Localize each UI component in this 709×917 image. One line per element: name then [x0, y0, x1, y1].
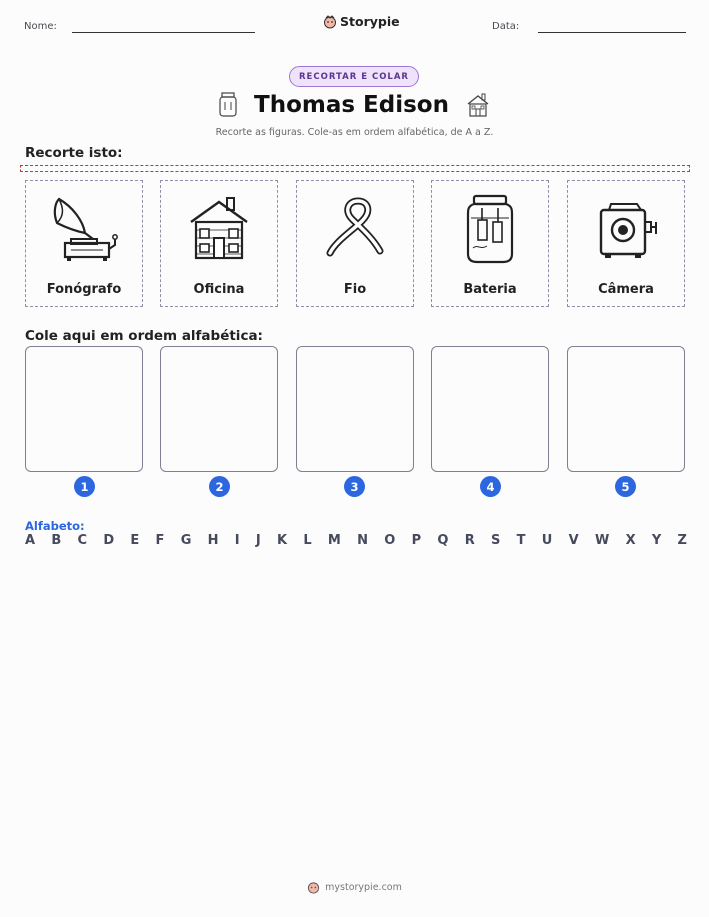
alphabet-letter: Z [677, 533, 687, 548]
battery-jar-icon [465, 194, 515, 264]
slot-number-badge: 3 [344, 476, 365, 497]
paste-slot-5[interactable] [567, 346, 685, 472]
slot-number-badge: 4 [480, 476, 501, 497]
alphabet-letter: I [234, 533, 240, 548]
alphabet-label: Alfabeto: [25, 519, 85, 533]
alphabet-letter: H [207, 533, 219, 548]
alphabet-letter: T [516, 533, 526, 548]
date-label: Data: [492, 21, 520, 32]
alphabet-letter: D [103, 533, 115, 548]
page-title: Thomas Edison [254, 92, 449, 118]
alphabet-letter: O [384, 533, 396, 548]
paste-slot-3[interactable] [296, 346, 414, 472]
alphabet-letter: U [541, 533, 553, 548]
date-line[interactable] [538, 32, 686, 33]
alphabet-letter: N [357, 533, 369, 548]
alphabet-letter: M [327, 533, 341, 548]
alphabet-letter: Y [651, 533, 662, 548]
footer-site: mystorypie.com [325, 882, 402, 893]
slot-number-badge: 2 [209, 476, 230, 497]
cut-card-wire[interactable] [296, 180, 414, 307]
slot-number-badge: 1 [74, 476, 95, 497]
alphabet-letter: C [77, 533, 88, 548]
workshop-icon [187, 196, 251, 262]
alphabet-letter: S [491, 533, 501, 548]
alphabet-letter: X [625, 533, 636, 548]
card-label: Câmera [598, 282, 654, 297]
alphabet-letter: P [411, 533, 422, 548]
paste-slot-1[interactable] [25, 346, 143, 472]
paste-section-label: Cole aqui em ordem alfabética: [25, 328, 263, 344]
cut-card-workshop[interactable] [160, 180, 278, 307]
title-block [0, 92, 709, 124]
alphabet-letter: V [568, 533, 579, 548]
paste-slot-2[interactable] [160, 346, 278, 472]
alphabet-letter: J [255, 533, 261, 548]
alphabet-letter: F [155, 533, 165, 548]
name-line[interactable] [72, 32, 255, 33]
footer [0, 881, 709, 894]
brand-logo [323, 14, 400, 29]
paste-slot-4[interactable] [431, 346, 549, 472]
alphabet-letter: R [464, 533, 475, 548]
storypie-mascot-icon [307, 881, 320, 894]
slot-number-badge: 5 [615, 476, 636, 497]
phonograph-icon [49, 193, 119, 265]
cut-section-label: Recorte isto: [25, 145, 123, 161]
cut-card-battery[interactable] [431, 180, 549, 307]
camera-icon [593, 198, 659, 260]
card-label: Bateria [463, 282, 517, 297]
instructions: Recorte as figuras. Cole-as em ordem alfabética, de A a Z. [215, 127, 494, 138]
alphabet-letter: K [277, 533, 288, 548]
cut-card-phonograph[interactable] [25, 180, 143, 307]
alphabet-letter: W [594, 533, 610, 548]
card-label: Fio [343, 282, 367, 297]
wire-icon [322, 197, 388, 261]
activity-badge: RECORTAR E COLAR [289, 66, 419, 87]
card-label: Fonógrafo [46, 282, 122, 297]
alphabet-letter: G [180, 533, 192, 548]
jar-icon [218, 92, 238, 118]
cut-card-camera[interactable] [567, 180, 685, 307]
cut-line [20, 165, 690, 172]
alphabet-letter: Q [437, 533, 449, 548]
alphabet-row [25, 533, 687, 548]
alphabet-letter: L [303, 533, 312, 548]
alphabet-letter: E [130, 533, 140, 548]
name-label: Nome: [24, 21, 57, 32]
card-label: Oficina [193, 282, 245, 297]
alphabet-letter: A [25, 533, 36, 548]
storypie-mascot-icon [323, 15, 337, 29]
alphabet-letter: B [51, 533, 62, 548]
workshop-small-icon [465, 92, 491, 118]
brand-name: Storypie [340, 14, 400, 29]
